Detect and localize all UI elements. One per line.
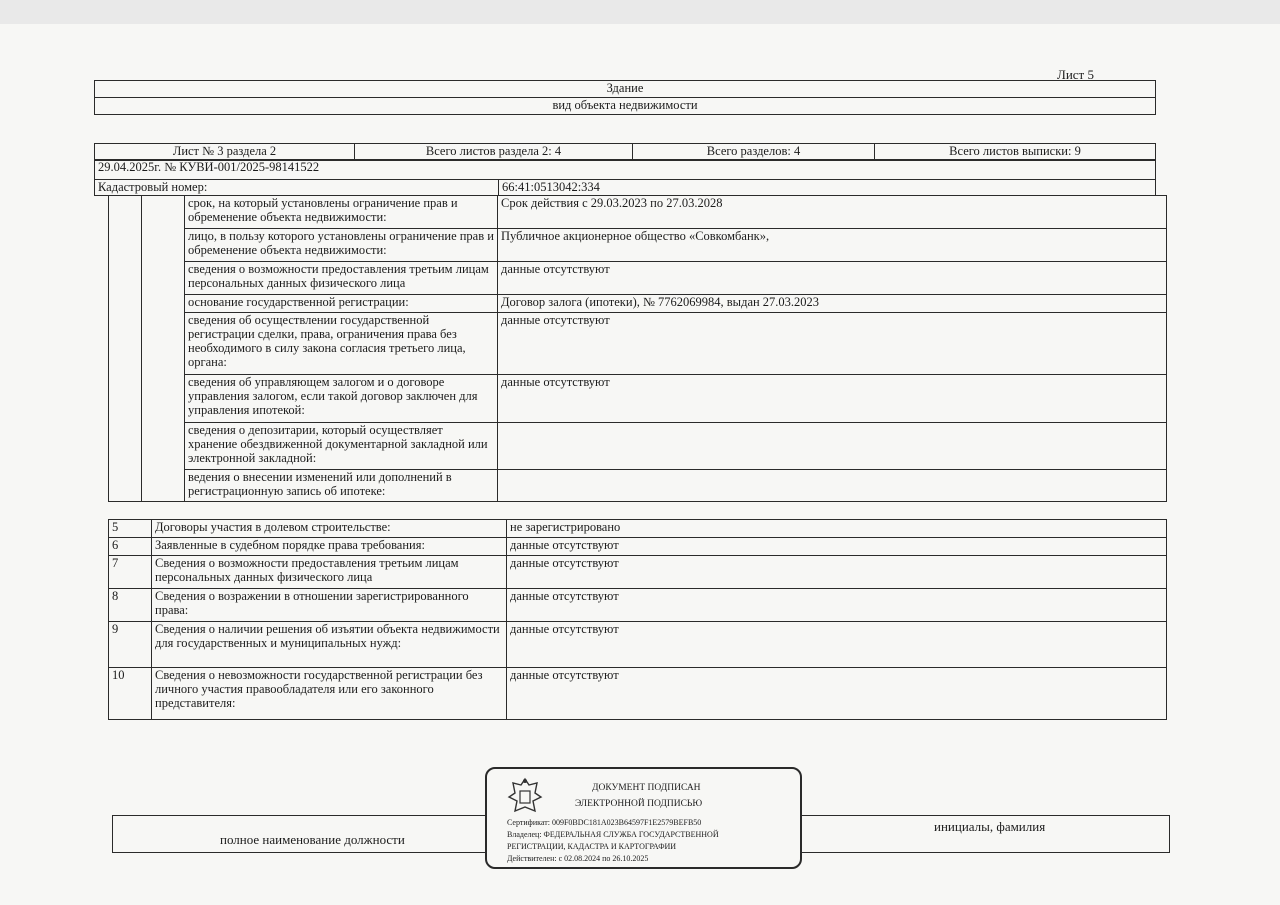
row-label: Сведения о невозможности государственной регистрации без личного участия правообладателя или его законного представителя: bbox=[152, 668, 507, 720]
stamp-certificate: Сертификат: 009F0BDC181A023B64597F1E2579BEFB50 bbox=[507, 818, 702, 827]
row-label: Заявленные в судебном порядке права требования: bbox=[152, 538, 507, 556]
cadastral-number: 66:41:0513042:334 bbox=[499, 180, 1156, 196]
row-value bbox=[498, 470, 1167, 502]
empty-subnum-column bbox=[142, 196, 185, 502]
stamp-validity: Действителен: с 02.08.2024 по 26.10.2025 bbox=[507, 854, 649, 863]
row-label: сведения об управляющем залогом и о договоре управления залогом, если такой договор заключен для управления ипотекой: bbox=[185, 375, 498, 423]
numbered-table bbox=[108, 519, 1167, 720]
sheet-in-section: Лист № 3 раздела 2 bbox=[95, 144, 355, 161]
document-reference: 29.04.2025г. № КУВИ-001/2025-98141522 bbox=[95, 160, 1156, 180]
encumbrance-table bbox=[108, 195, 1167, 502]
stamp-owner-cont: РЕГИСТРАЦИИ, КАДАСТРА И КАРТОГРАФИИ bbox=[507, 842, 677, 851]
info-table bbox=[94, 159, 1156, 196]
position-caption: полное наименование должности bbox=[220, 832, 405, 847]
cadastral-label: Кадастровый номер: bbox=[95, 180, 499, 196]
row-number: 6 bbox=[109, 538, 152, 556]
row-value: данные отсутствуют bbox=[507, 622, 1167, 668]
row-number: 8 bbox=[109, 589, 152, 622]
row-label: основание государственной регистрации: bbox=[185, 295, 498, 313]
row-label: ведения о внесении изменений или дополнений в регистрационную запись об ипотеке: bbox=[185, 470, 498, 502]
row-label: сведения о возможности предоставления третьим лицам персональных данных физического лица bbox=[185, 262, 498, 295]
row-value: Договор залога (ипотеки), № 7762069984, выдан 27.03.2023 bbox=[498, 295, 1167, 313]
row-value: Срок действия с 29.03.2023 по 27.03.2028 bbox=[498, 196, 1167, 229]
row-number: 9 bbox=[109, 622, 152, 668]
row-label: лицо, в пользу которого установлены ограничение прав и обременение объекта недвижимости: bbox=[185, 229, 498, 262]
eagle-emblem-icon bbox=[505, 775, 545, 819]
row-value: данные отсутствуют bbox=[498, 375, 1167, 423]
row-value: данные отсутствуют bbox=[507, 538, 1167, 556]
row-number: 7 bbox=[109, 556, 152, 589]
stamp-title: ДОКУМЕНТ ПОДПИСАН bbox=[592, 783, 701, 793]
row-label: сведения о депозитарии, который осуществляет хранение обездвиженной документарной закладной или электронной закладной: bbox=[185, 423, 498, 470]
name-caption: инициалы, фамилия bbox=[934, 819, 1046, 834]
row-value: данные отсутствуют bbox=[498, 262, 1167, 295]
row-label: сведения об осуществлении государственной регистрации сделки, права, ограничения права без необходимого в силу закона согласия третьего лица, органа: bbox=[185, 313, 498, 375]
object-name: Здание bbox=[95, 81, 1156, 98]
row-label: Сведения о наличии решения об изъятии объекта недвижимости для государственных и муниципальных нужд: bbox=[152, 622, 507, 668]
row-value: не зарегистрировано bbox=[507, 520, 1167, 538]
row-value: данные отсутствуют bbox=[498, 313, 1167, 375]
row-number: 5 bbox=[109, 520, 152, 538]
electronic-signature-stamp bbox=[485, 767, 802, 869]
object-type-caption: вид объекта недвижимости bbox=[95, 98, 1156, 115]
row-label: Сведения о возражении в отношении зарегистрированного права: bbox=[152, 589, 507, 622]
row-label: срок, на который установлены ограничение прав и обременение объекта недвижимости: bbox=[185, 196, 498, 229]
row-label: Сведения о возможности предоставления третьим лицам персональных данных физического лица bbox=[152, 556, 507, 589]
row-number: 10 bbox=[109, 668, 152, 720]
sheet-number: Лист 5 bbox=[1057, 67, 1094, 82]
stamp-owner: Владелец: ФЕДЕРАЛЬНАЯ СЛУЖБА ГОСУДАРСТВЕННОЙ bbox=[507, 830, 719, 839]
stamp-subtitle: ЭЛЕКТРОННОЙ ПОДПИСЬЮ bbox=[575, 799, 703, 809]
total-sheets-extract: Всего листов выписки: 9 bbox=[875, 144, 1156, 161]
row-value: данные отсутствуют bbox=[507, 556, 1167, 589]
header-table bbox=[94, 80, 1156, 125]
row-value: данные отсутствуют bbox=[507, 668, 1167, 720]
row-value: данные отсутствуют bbox=[507, 589, 1167, 622]
total-sections: Всего разделов: 4 bbox=[633, 144, 875, 161]
row-label: Договоры участия в долевом строительстве: bbox=[152, 520, 507, 538]
total-sheets-section: Всего листов раздела 2: 4 bbox=[355, 144, 633, 161]
empty-num-column bbox=[109, 196, 142, 502]
row-value: Публичное акционерное общество «Совкомбанк», bbox=[498, 229, 1167, 262]
row-value bbox=[498, 423, 1167, 470]
